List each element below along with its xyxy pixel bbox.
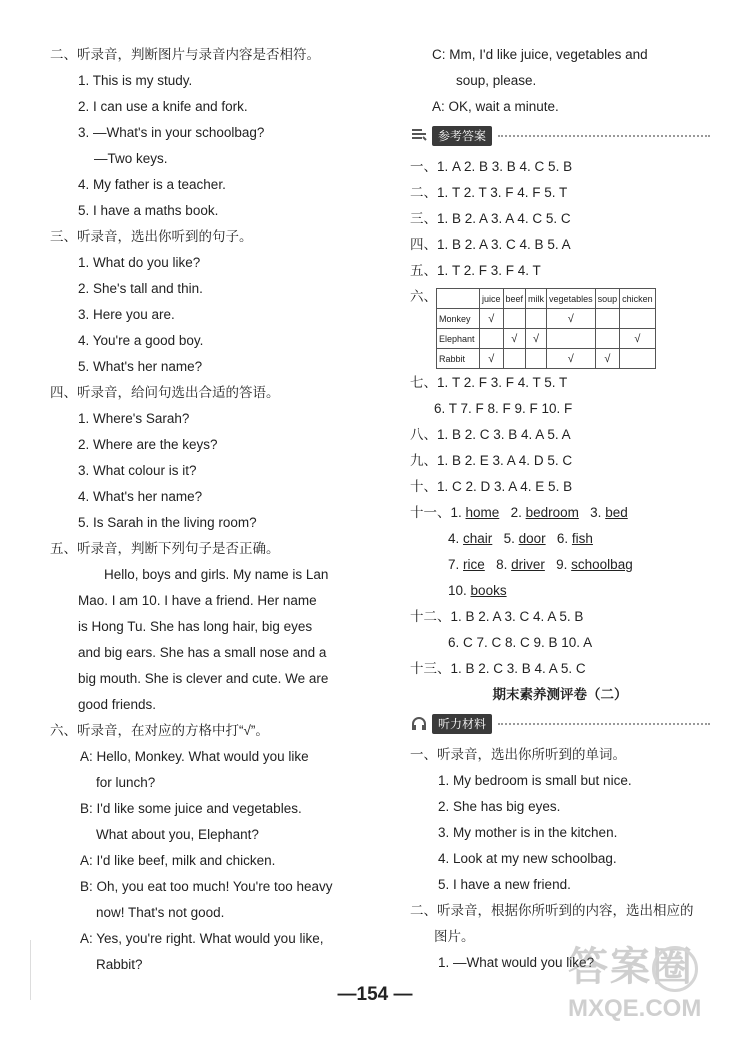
dialog-line: B: Oh, you eat too much! You're too heavy <box>80 879 333 894</box>
dialog-line: A: Yes, you're right. What would you like, <box>80 931 324 946</box>
table-cell <box>620 309 656 329</box>
list-item: 1. My bedroom is small but nice. <box>438 773 632 788</box>
answer-line: 八、1. B 2. C 3. B 4. A 5. A <box>410 427 571 442</box>
passage-line: is Hong Tu. She has long hair, big eyes <box>78 619 313 634</box>
dialog-line: A: I'd like beef, milk and chicken. <box>80 853 276 868</box>
table-cell: √ <box>595 349 620 369</box>
table-header-cell: beef <box>503 289 526 309</box>
answer-line: 6. C 7. C 8. C 9. B 10. A <box>448 635 593 650</box>
dialog-line: What about you, Elephant? <box>96 827 259 842</box>
list-item: 3. My mother is in the kitchen. <box>438 825 618 840</box>
answer-line: 三、1. B 2. A 3. A 4. C 5. C <box>410 211 571 226</box>
list-item: 3. What colour is it? <box>78 463 197 478</box>
table-header-cell: juice <box>480 289 504 309</box>
listening-header <box>410 712 710 736</box>
list-item: 3. —What's in your schoolbag? <box>78 125 265 140</box>
table-cell: √ <box>503 329 526 349</box>
answer-word: home <box>465 505 500 520</box>
list-item: 5. Is Sarah in the living room? <box>78 515 257 530</box>
list-item: 1. This is my study. <box>78 73 193 88</box>
item-number: 3. <box>590 505 602 520</box>
dialog-line: B: I'd like some juice and vegetables. <box>80 801 302 816</box>
item-number: 5. <box>503 531 515 546</box>
section-title: 一、听录音，选出你所听到的单词。 <box>410 747 626 762</box>
table-row <box>437 329 656 349</box>
list-item: 1. Where's Sarah? <box>78 411 190 426</box>
watermark-ring <box>652 946 698 992</box>
list-item: 4. My father is a teacher. <box>78 177 226 192</box>
answer-word: schoolbag <box>571 557 633 572</box>
answer-line: 十、1. C 2. D 3. A 4. E 5. B <box>410 479 573 494</box>
answer-word: driver <box>511 557 545 572</box>
passage-line: big mouth. She is clever and cute. We are <box>78 671 329 686</box>
item-number: 10. <box>448 583 467 598</box>
table-cell <box>620 349 656 369</box>
answer-line: 四、1. B 2. A 3. C 4. B 5. A <box>410 237 571 252</box>
answer-word: chair <box>463 531 493 546</box>
table-cell <box>595 309 620 329</box>
section-title: 二、听录音，根据你所听到的内容，选出相应的 <box>410 903 694 918</box>
table-header-cell <box>437 289 480 309</box>
answer-line: 十三、1. B 2. C 3. B 4. A 5. C <box>410 661 586 676</box>
passage-line: and big ears. She has a small nose and a <box>78 645 327 660</box>
table-header-cell: vegetables <box>547 289 596 309</box>
table-cell <box>595 329 620 349</box>
section-title: 六、听录音，在对应的方格中打“√”。 <box>50 723 269 738</box>
item-number: 4. <box>448 531 460 546</box>
table-cell: √ <box>620 329 656 349</box>
passage-line: Mao. I am 10. I have a friend. Her name <box>78 593 317 608</box>
table-cell <box>503 309 526 329</box>
table-cell: √ <box>480 349 504 369</box>
answer-prefix: 十一、 <box>410 505 451 520</box>
table-cell <box>480 329 504 349</box>
dialog-line: A: Hello, Monkey. What would you like <box>80 749 309 764</box>
dialog-line: A: OK, wait a minute. <box>432 99 559 114</box>
table-header-cell: milk <box>526 289 547 309</box>
list-item: 4. What's her name? <box>78 489 203 504</box>
watermark-url: MXQE.COM <box>568 995 702 1022</box>
answer-word: rice <box>463 557 485 572</box>
answer-line: 一、1. A 2. B 3. B 4. C 5. B <box>410 159 573 174</box>
table-row <box>437 349 656 369</box>
answer-table <box>436 288 656 369</box>
item-number: 1. <box>450 505 462 520</box>
section-title: 二、听录音，判断图片与录音内容是否相符。 <box>50 47 320 62</box>
table-header-cell: soup <box>595 289 620 309</box>
list-item: 1. —What would you like? <box>438 955 595 970</box>
answer-word: fish <box>571 531 593 546</box>
list-item: 4. Look at my new schoolbag. <box>438 851 617 866</box>
passage-line: Hello, boys and girls. My name is Lan <box>104 567 329 582</box>
list-item: 1. What do you like? <box>78 255 201 270</box>
item-number: 2. <box>510 505 522 520</box>
table-cell <box>526 349 547 369</box>
answer-word: bed <box>605 505 628 520</box>
item-number: 6. <box>556 531 569 546</box>
answers-header <box>410 124 710 148</box>
list-item: 4. You're a good boy. <box>78 333 204 348</box>
list-item: 5. I have a maths book. <box>78 203 219 218</box>
dotted-rule <box>498 135 710 137</box>
exam-title: 期末素养测评卷（二） <box>492 687 628 702</box>
table-cell <box>503 349 526 369</box>
row-label: Rabbit <box>437 349 480 369</box>
answer-table-block <box>410 284 710 370</box>
list-item: 2. She's tall and thin. <box>78 281 203 296</box>
item-number: 8. <box>496 557 508 572</box>
answer-line: 6. T 7. F 8. F 9. F 10. F <box>434 401 573 416</box>
dialog-line: Rabbit? <box>96 957 143 972</box>
page-number: —154 — <box>337 984 413 1005</box>
table-cell: √ <box>547 349 596 369</box>
answer-line: 五、1. T 2. F 3. F 4. T <box>410 263 541 278</box>
dialog-line: for lunch? <box>96 775 156 790</box>
answer-line <box>410 500 710 526</box>
list-item: 3. Here you are. <box>78 307 175 322</box>
row-label: Monkey <box>437 309 480 329</box>
table-row <box>437 309 656 329</box>
answer-line: 十二、1. B 2. A 3. C 4. A 5. B <box>410 609 584 624</box>
answer-word: books <box>470 583 507 598</box>
list-item: 2. Where are the keys? <box>78 437 218 452</box>
list-item: —Two keys. <box>94 151 168 166</box>
table-cell: √ <box>547 309 596 329</box>
answer-line: 七、1. T 2. F 3. F 4. T 5. T <box>410 375 568 390</box>
answer-line <box>410 526 710 552</box>
watermark-text: 答案圈 <box>568 945 694 989</box>
answer-line: 六、 <box>410 289 437 304</box>
section-title-cont: 图片。 <box>434 929 475 944</box>
listening-label: 听力材料 <box>432 714 492 734</box>
list-item: 2. She has big eyes. <box>438 799 561 814</box>
list-item: 5. What's her name? <box>78 359 203 374</box>
watermark-logo <box>568 942 738 1037</box>
item-number: 9. <box>556 557 568 572</box>
table-cell: √ <box>480 309 504 329</box>
table-cell <box>547 329 596 349</box>
headphones-icon <box>410 716 428 732</box>
answer-word: door <box>518 531 546 546</box>
answer-line: 九、1. B 2. E 3. A 4. D 5. C <box>410 453 573 468</box>
answer-line: 二、1. T 2. T 3. F 4. F 5. T <box>410 185 568 200</box>
answer-word: bedroom <box>525 505 579 520</box>
answers-label: 参考答案 <box>432 126 492 146</box>
left-column <box>50 42 350 978</box>
section-title: 五、听录音，判断下列句子是否正确。 <box>50 541 280 556</box>
dialog-line: soup, please. <box>456 73 537 88</box>
dotted-rule <box>498 723 710 725</box>
item-number: 7. <box>448 557 460 572</box>
answer-key-icon <box>410 128 428 144</box>
list-item: 2. I can use a knife and fork. <box>78 99 248 114</box>
answer-line <box>410 552 710 578</box>
dialog-line: C: Mm, I'd like juice, vegetables and <box>432 47 648 62</box>
passage-line: good friends. <box>78 697 157 712</box>
table-header-cell: chicken <box>620 289 656 309</box>
table-cell: √ <box>526 329 547 349</box>
section-title: 四、听录音，给问句选出合适的答语。 <box>50 385 280 400</box>
answer-line <box>410 578 710 604</box>
list-item: 5. I have a new friend. <box>438 877 571 892</box>
table-cell <box>526 309 547 329</box>
dialog-line: now! That's not good. <box>96 905 225 920</box>
right-column <box>410 42 710 976</box>
row-label: Elephant <box>437 329 480 349</box>
section-title: 三、听录音，选出你听到的句子。 <box>50 229 253 244</box>
